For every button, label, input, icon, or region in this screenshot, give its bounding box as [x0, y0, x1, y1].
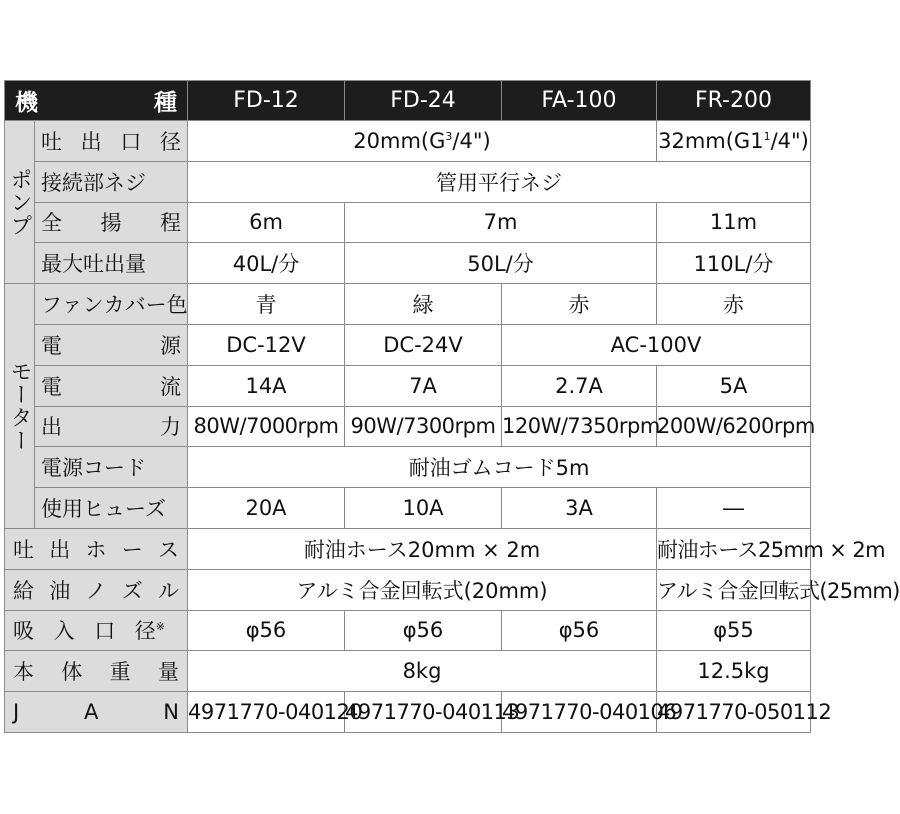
label-char: 揚	[100, 211, 122, 236]
model-fa100: FA-100	[502, 81, 657, 121]
note-mark: ※	[155, 620, 165, 634]
row-outlet-diameter	[5, 121, 811, 162]
row-weight	[5, 651, 811, 692]
label-char: 体	[61, 660, 83, 685]
value-power-fd12: DC-12V	[188, 324, 345, 365]
value-head-fr200: 11m	[657, 202, 811, 243]
label-power-cord: 電源コード	[35, 447, 188, 488]
label-char: 入	[53, 619, 75, 644]
value-nozzle-fr200: アルミ合金回転式(25mm)	[657, 569, 811, 610]
label-discharge-hose	[5, 528, 188, 569]
value-fuse-fa100: 3A	[502, 488, 657, 529]
row-total-head	[5, 202, 811, 243]
row-output	[5, 406, 811, 447]
value-current-fd12: 14A	[188, 365, 345, 406]
value-jan-fd12: 4971770-040120	[188, 692, 345, 733]
label-char: 量	[157, 660, 179, 685]
value-text: 20mm(G	[353, 128, 446, 153]
label-char: J	[13, 700, 20, 725]
label-char: 吸	[13, 619, 34, 644]
value-sup: 3	[445, 129, 453, 143]
label-char: 吐	[13, 537, 34, 562]
value-weight-fr200: 12.5kg	[657, 651, 811, 692]
label-char: 給	[13, 578, 34, 603]
label-char: ノ	[85, 578, 107, 603]
value-color-fr200: 赤	[657, 284, 811, 325]
value-color-fd12: 青	[188, 284, 345, 325]
value-jan-fd24: 4971770-040113	[345, 692, 502, 733]
model-fd24: FD-24	[345, 81, 502, 121]
value-output-fa100: 120W/7350rpm	[502, 406, 657, 447]
label-char: ー	[121, 537, 143, 562]
corner-right: 種	[154, 90, 177, 116]
group-motor: モーター	[5, 284, 35, 529]
row-jan	[5, 692, 811, 733]
label-fan-cover-color: ファンカバー色	[35, 284, 188, 325]
label-char: 電	[41, 374, 62, 399]
model-header-label	[5, 81, 188, 121]
label-char: A	[84, 700, 99, 725]
row-max-discharge	[5, 243, 811, 284]
value-text: 32mm(G1	[658, 128, 764, 153]
label-output	[35, 406, 188, 447]
value-discharge-fd12: 40L/分	[188, 243, 345, 284]
label-char: 出	[80, 129, 102, 154]
row-power-source	[5, 324, 811, 365]
label-char: 流	[160, 374, 181, 399]
corner-left: 機	[15, 90, 38, 116]
label-connection-thread: 接続部ネジ	[35, 161, 188, 202]
value-sup: 1	[763, 129, 771, 143]
row-fan-cover-color	[5, 284, 811, 325]
value-intake-fd12: φ56	[188, 610, 345, 651]
value-jan-fa100: 4971770-040106	[502, 692, 657, 733]
label-char: 重	[109, 660, 131, 685]
label-char: 出	[49, 537, 71, 562]
label-intake-diameter	[5, 610, 188, 651]
value-fuse-fd24: 10A	[345, 488, 502, 529]
label-total-head	[35, 202, 188, 243]
value-color-fd24: 緑	[345, 284, 502, 325]
label-char: 吐	[41, 129, 62, 154]
value-power-ac: AC-100V	[502, 324, 811, 365]
value-current-fa100: 2.7A	[502, 365, 657, 406]
label-char: ホ	[85, 537, 107, 562]
value-discharge-fd24-fa100: 50L/分	[345, 243, 657, 284]
label-char: ル	[158, 578, 179, 603]
value-outlet-fr	[657, 121, 811, 162]
label-char: ズ	[121, 578, 143, 603]
value-current-fd24: 7A	[345, 365, 502, 406]
row-power-cord	[5, 447, 811, 488]
label-power-source	[35, 324, 188, 365]
label-char: ス	[158, 537, 179, 562]
label-char: 電	[41, 333, 62, 358]
value-nozzle-fd-fa: アルミ合金回転式(20mm)	[188, 569, 657, 610]
label-char: 口	[120, 129, 142, 154]
value-fuse-fr200: ―	[657, 488, 811, 529]
label-outlet-diameter	[35, 121, 188, 162]
value-head-fd24-fa100: 7m	[345, 202, 657, 243]
label-char: 全	[41, 211, 62, 236]
value-output-fd12: 80W/7000rpm	[188, 406, 345, 447]
label-char: 径	[159, 129, 181, 154]
value-color-fa100: 赤	[502, 284, 657, 325]
label-current	[35, 365, 188, 406]
label-char: 口	[94, 619, 116, 644]
row-intake-diameter	[5, 610, 811, 651]
label-char: 出	[41, 415, 62, 440]
value-head-fd12: 6m	[188, 202, 345, 243]
row-current	[5, 365, 811, 406]
label-max-discharge: 最大吐出量	[35, 243, 188, 284]
label-nozzle	[5, 569, 188, 610]
model-fd12: FD-12	[188, 81, 345, 121]
value-hose-fd-fa: 耐油ホース20mm × 2m	[188, 528, 657, 569]
label-fuse: 使用ヒューズ	[35, 488, 188, 529]
label-weight	[5, 651, 188, 692]
spec-table	[4, 80, 900, 733]
value-intake-fr200: φ55	[657, 610, 811, 651]
row-nozzle	[5, 569, 811, 610]
label-jan	[5, 692, 188, 733]
label-char: 程	[160, 211, 181, 236]
label-char: 油	[49, 578, 71, 603]
value-fuse-fd12: 20A	[188, 488, 345, 529]
value-current-fr200: 5A	[657, 365, 811, 406]
row-discharge-hose	[5, 528, 811, 569]
value-hose-fr200: 耐油ホース25mm × 2m	[657, 528, 811, 569]
value-outlet-fd	[188, 121, 657, 162]
value-jan-fr200: 4971770-050112	[657, 692, 811, 733]
model-fr200: FR-200	[657, 81, 811, 121]
label-char: 径	[134, 619, 156, 644]
value-output-fr200: 200W/6200rpm	[657, 406, 811, 447]
label-char: 力	[160, 415, 181, 440]
value-discharge-fr200: 110L/分	[657, 243, 811, 284]
group-pump: ポンプ	[5, 121, 35, 284]
value-output-fd24: 90W/7300rpm	[345, 406, 502, 447]
value-weight-fd-fa: 8kg	[188, 651, 657, 692]
value-power-fd24: DC-24V	[345, 324, 502, 365]
value-tail: /4")	[452, 128, 491, 153]
label-char: 本	[13, 660, 34, 685]
value-intake-fd24: φ56	[345, 610, 502, 651]
value-connection-thread: 管用平行ネジ	[188, 161, 811, 202]
row-connection-thread	[5, 161, 811, 202]
value-intake-fa100: φ56	[502, 610, 657, 651]
label-char: N	[163, 700, 179, 725]
header-row	[5, 81, 811, 121]
value-power-cord: 耐油ゴムコード5m	[188, 447, 811, 488]
row-fuse	[5, 488, 811, 529]
label-char: 源	[160, 333, 181, 358]
value-tail: /4")	[770, 128, 809, 153]
